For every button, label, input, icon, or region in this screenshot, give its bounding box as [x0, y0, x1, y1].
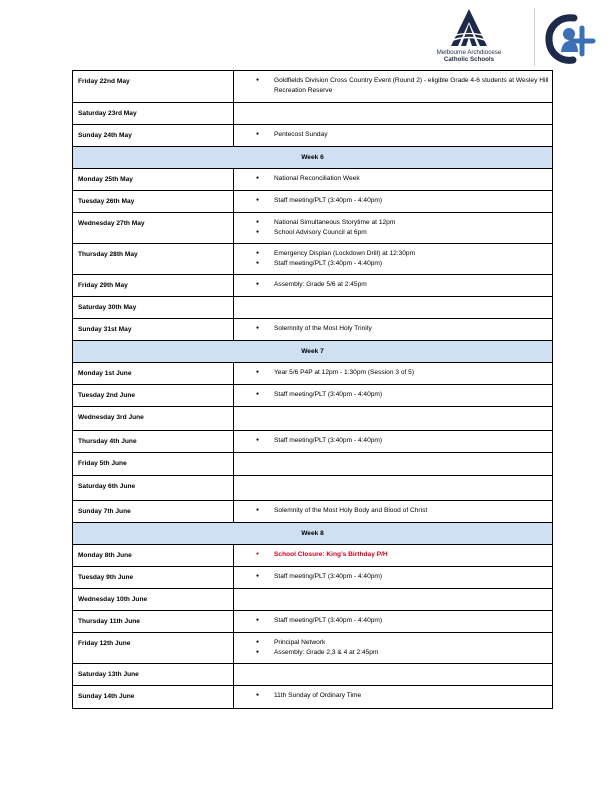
day-events [234, 191, 553, 213]
week-header-row [73, 341, 553, 363]
day-label: Wednesday 3rd June [73, 407, 234, 431]
day-events [234, 319, 553, 341]
day-events [234, 363, 553, 385]
day-label: Friday 29th May [73, 275, 234, 297]
day-label: Monday 1st June [73, 363, 234, 385]
event-item: ● School Advisory Council at 6pm [256, 228, 552, 238]
day-row [73, 567, 553, 589]
day-events [234, 611, 553, 633]
event-item: ● Principal Network [256, 638, 552, 648]
day-events [234, 244, 553, 275]
logo-divider [534, 8, 535, 66]
event-list [256, 550, 552, 560]
event-item: ● Assembly: Grade 5/6 at 2:45pm [256, 280, 552, 290]
day-row [73, 169, 553, 191]
day-row [73, 501, 553, 523]
event-item: ● National Reconciliation Week [256, 174, 552, 184]
event-item: ● Staff meeting/PLT (3:40pm - 4:40pm) [256, 196, 552, 206]
day-row [73, 103, 553, 125]
day-row [73, 664, 553, 686]
event-item-highlight: ● School Closure: King’s Birthday P/H [256, 550, 552, 560]
school-crest-icon [544, 12, 596, 66]
day-row [73, 686, 553, 709]
event-item: ● Solemnity of the Most Holy Trinity [256, 324, 552, 334]
day-row [73, 125, 553, 147]
day-label: Wednesday 27th May [73, 213, 234, 244]
week-label: Week 7 [73, 341, 553, 363]
event-list [256, 616, 552, 626]
day-label: Wednesday 10th June [73, 589, 234, 611]
day-events [234, 71, 553, 103]
event-item: ● Pentecost Sunday [256, 130, 552, 140]
day-label: Monday 8th June [73, 545, 234, 567]
day-events [234, 589, 553, 611]
day-label: Tuesday 26th May [73, 191, 234, 213]
macs-emblem-icon [447, 8, 491, 48]
day-events [234, 567, 553, 589]
day-events [234, 431, 553, 453]
event-item: ● Solemnity of the Most Holy Body and Blood of Christ [256, 506, 552, 516]
day-events [234, 686, 553, 709]
event-item: ● Assembly: Grade 2,3 & 4 at 2:45pm [256, 648, 552, 658]
event-list [256, 638, 552, 657]
day-label: Saturday 30th May [73, 297, 234, 319]
event-item: ● Staff meeting/PLT (3:40pm - 4:40pm) [256, 572, 552, 582]
day-label: Saturday 23rd May [73, 103, 234, 125]
day-events [234, 103, 553, 125]
day-label: Thursday 4th June [73, 431, 234, 453]
day-row [73, 407, 553, 431]
day-events [234, 501, 553, 523]
macs-logo [414, 8, 524, 70]
day-label: Friday 12th June [73, 633, 234, 664]
week-label: Week 6 [73, 147, 553, 169]
event-list [256, 76, 552, 95]
event-list [256, 218, 552, 237]
day-label: Sunday 31st May [73, 319, 234, 341]
event-list [256, 130, 552, 140]
day-row [73, 191, 553, 213]
day-events [234, 297, 553, 319]
week-header-row [73, 523, 553, 545]
day-events [234, 664, 553, 686]
event-list [256, 174, 552, 184]
day-label: Tuesday 9th June [73, 567, 234, 589]
day-row [73, 244, 553, 275]
day-row [73, 363, 553, 385]
day-label: Sunday 24th May [73, 125, 234, 147]
day-row [73, 275, 553, 297]
day-events [234, 275, 553, 297]
org-name-line1: Melbourne Archdiocese [436, 49, 502, 56]
day-label: Monday 25th May [73, 169, 234, 191]
day-row [73, 589, 553, 611]
day-row [73, 431, 553, 453]
event-list [256, 368, 552, 378]
day-row [73, 213, 553, 244]
day-label: Thursday 28th May [73, 244, 234, 275]
day-events [234, 545, 553, 567]
day-events [234, 169, 553, 191]
event-item: ● 11th Sunday of Ordinary Time [256, 691, 552, 701]
day-label: Thursday 11th June [73, 611, 234, 633]
day-label: Sunday 14th June [73, 686, 234, 709]
event-item: ● Year 5/6 P4P at 12pm - 1:30pm (Session 3 of 5) [256, 368, 552, 378]
event-item: ● Goldfields Division Cross Country Event (Round 2) - eligible Grade 4-6 students at Wesley Hill Recreation Reserve [256, 76, 552, 95]
event-list [256, 572, 552, 582]
event-list [256, 196, 552, 206]
day-events [234, 407, 553, 431]
day-label: Friday 5th June [73, 453, 234, 476]
day-events [234, 633, 553, 664]
day-row [73, 71, 553, 103]
day-label: Sunday 7th June [73, 501, 234, 523]
day-label: Saturday 6th June [73, 476, 234, 501]
day-row [73, 453, 553, 476]
event-list [256, 249, 552, 268]
day-events [234, 453, 553, 476]
event-list [256, 280, 552, 290]
day-label: Saturday 13th June [73, 664, 234, 686]
day-row [73, 611, 553, 633]
day-row [73, 319, 553, 341]
day-row [73, 476, 553, 501]
day-row [73, 633, 553, 664]
org-name-line2: Catholic Schools [443, 56, 495, 63]
event-list [256, 436, 552, 446]
day-events [234, 385, 553, 407]
day-row [73, 545, 553, 567]
day-row [73, 297, 553, 319]
event-list [256, 691, 552, 701]
day-label: Tuesday 2nd June [73, 385, 234, 407]
day-events [234, 476, 553, 501]
day-events [234, 213, 553, 244]
event-item: ● National Simultaneous Storytime at 12pm [256, 218, 552, 228]
event-list [256, 324, 552, 334]
event-item: ● Staff meeting/PLT (3:40pm - 4:40pm) [256, 616, 552, 626]
header-logos [414, 6, 604, 70]
event-item: ● Staff meeting/PLT (3:40pm - 4:40pm) [256, 259, 552, 269]
event-item: ● Staff meeting/PLT (3:40pm - 4:40pm) [256, 436, 552, 446]
week-label: Week 8 [73, 523, 553, 545]
event-list [256, 390, 552, 400]
week-header-row [73, 147, 553, 169]
event-item: ● Emergency Displan (Lockdown Drill) at 12:30pm [256, 249, 552, 259]
calendar-body [73, 71, 553, 709]
day-label: Friday 22nd May [73, 71, 234, 103]
day-row [73, 385, 553, 407]
day-events [234, 125, 553, 147]
event-item: ● Staff meeting/PLT (3:40pm - 4:40pm) [256, 390, 552, 400]
calendar-table [72, 70, 553, 709]
event-list [256, 506, 552, 516]
